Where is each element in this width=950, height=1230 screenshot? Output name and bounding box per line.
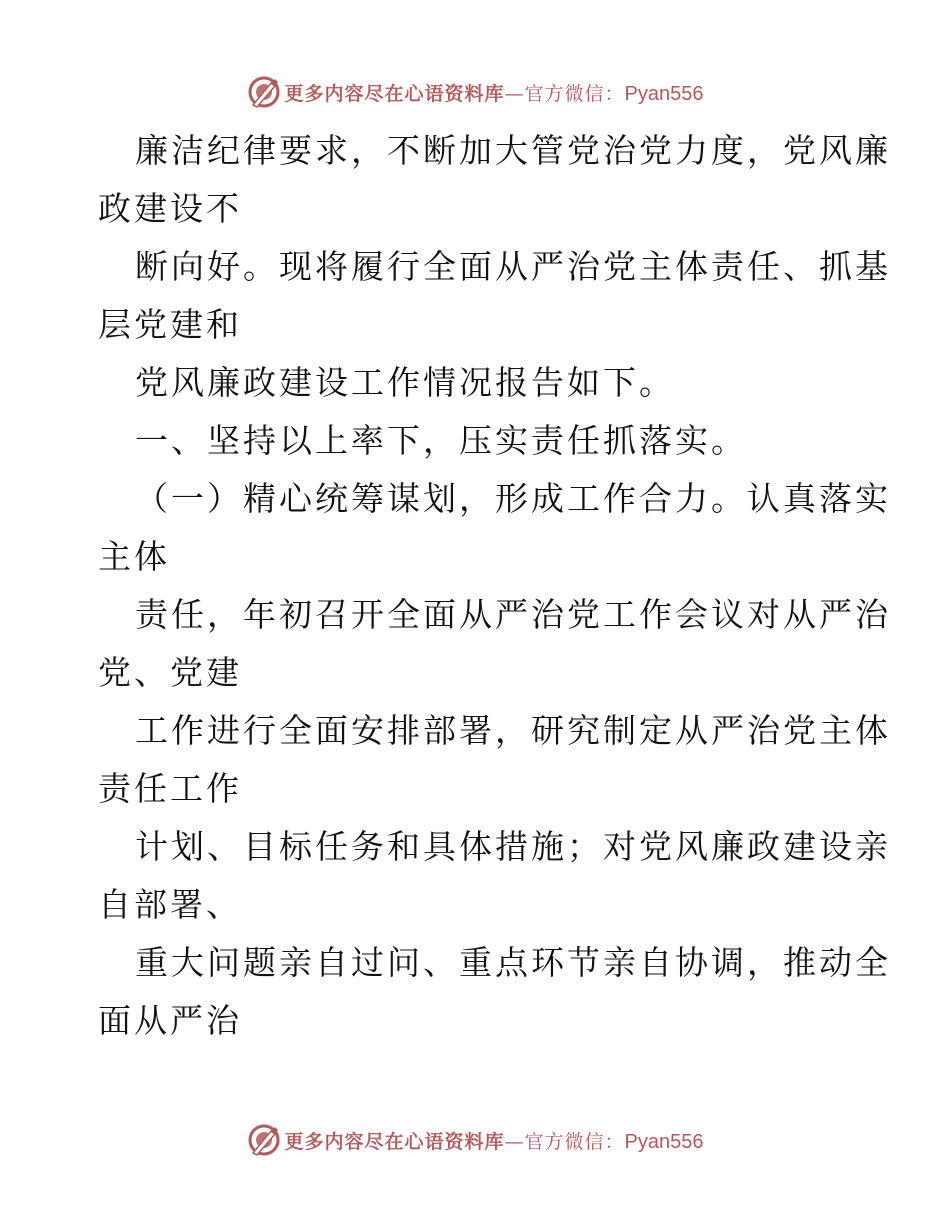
header-brand: 更多内容尽在心语资料库 [284,82,505,105]
body-text-line: 廉洁纪律要求，不断加大管党治党力度，党风廉 [135,131,891,170]
header-contact-id: Pyan556 [624,82,704,105]
body-text-line: 重大问题亲自过问、重点环节亲自协调，推动全 [135,943,891,982]
footer-watermark [0,1120,950,1160]
pen-logo-icon [247,1123,281,1157]
footer-brand: 更多内容尽在心语资料库 [284,1130,505,1153]
footer-contact-label: 官方微信： [524,1130,625,1153]
body-text-line: 主体 [98,537,170,576]
body-text-line: 工作进行全面安排部署，研究制定从严治党主体 [135,711,891,750]
body-text-line: 党风廉政建设工作情况报告如下。 [135,363,675,402]
header-contact-label: 官方微信： [524,82,625,105]
body-text-line: 层党建和 [98,305,242,344]
body-text-line: 责任，年初召开全面从严治党工作会议对从严治 [135,595,891,634]
body-text-line: 党、党建 [98,653,242,692]
pen-logo-icon [247,75,281,109]
body-text-line: 自部署、 [98,885,242,924]
body-text-line: 责任工作 [98,769,242,808]
header-separator: — [504,82,525,105]
document-body [98,122,891,1050]
footer-watermark-text [285,1127,704,1154]
header-watermark [0,72,950,112]
footer-separator: — [504,1130,525,1153]
header-watermark-text [285,79,704,106]
body-text-line: （一）精心统筹谋划，形成工作合力。认真落实 [135,479,891,518]
body-text-line: 政建设不 [98,189,242,228]
body-text-line: 断向好。现将履行全面从严治党主体责任、抓基 [135,247,891,286]
body-text-line: 计划、目标任务和具体措施；对党风廉政建设亲 [135,827,891,866]
footer-contact-id: Pyan556 [624,1130,704,1153]
body-text-line: 面从严治 [98,1001,242,1040]
body-text-line: 一、坚持以上率下，压实责任抓落实。 [135,421,747,460]
